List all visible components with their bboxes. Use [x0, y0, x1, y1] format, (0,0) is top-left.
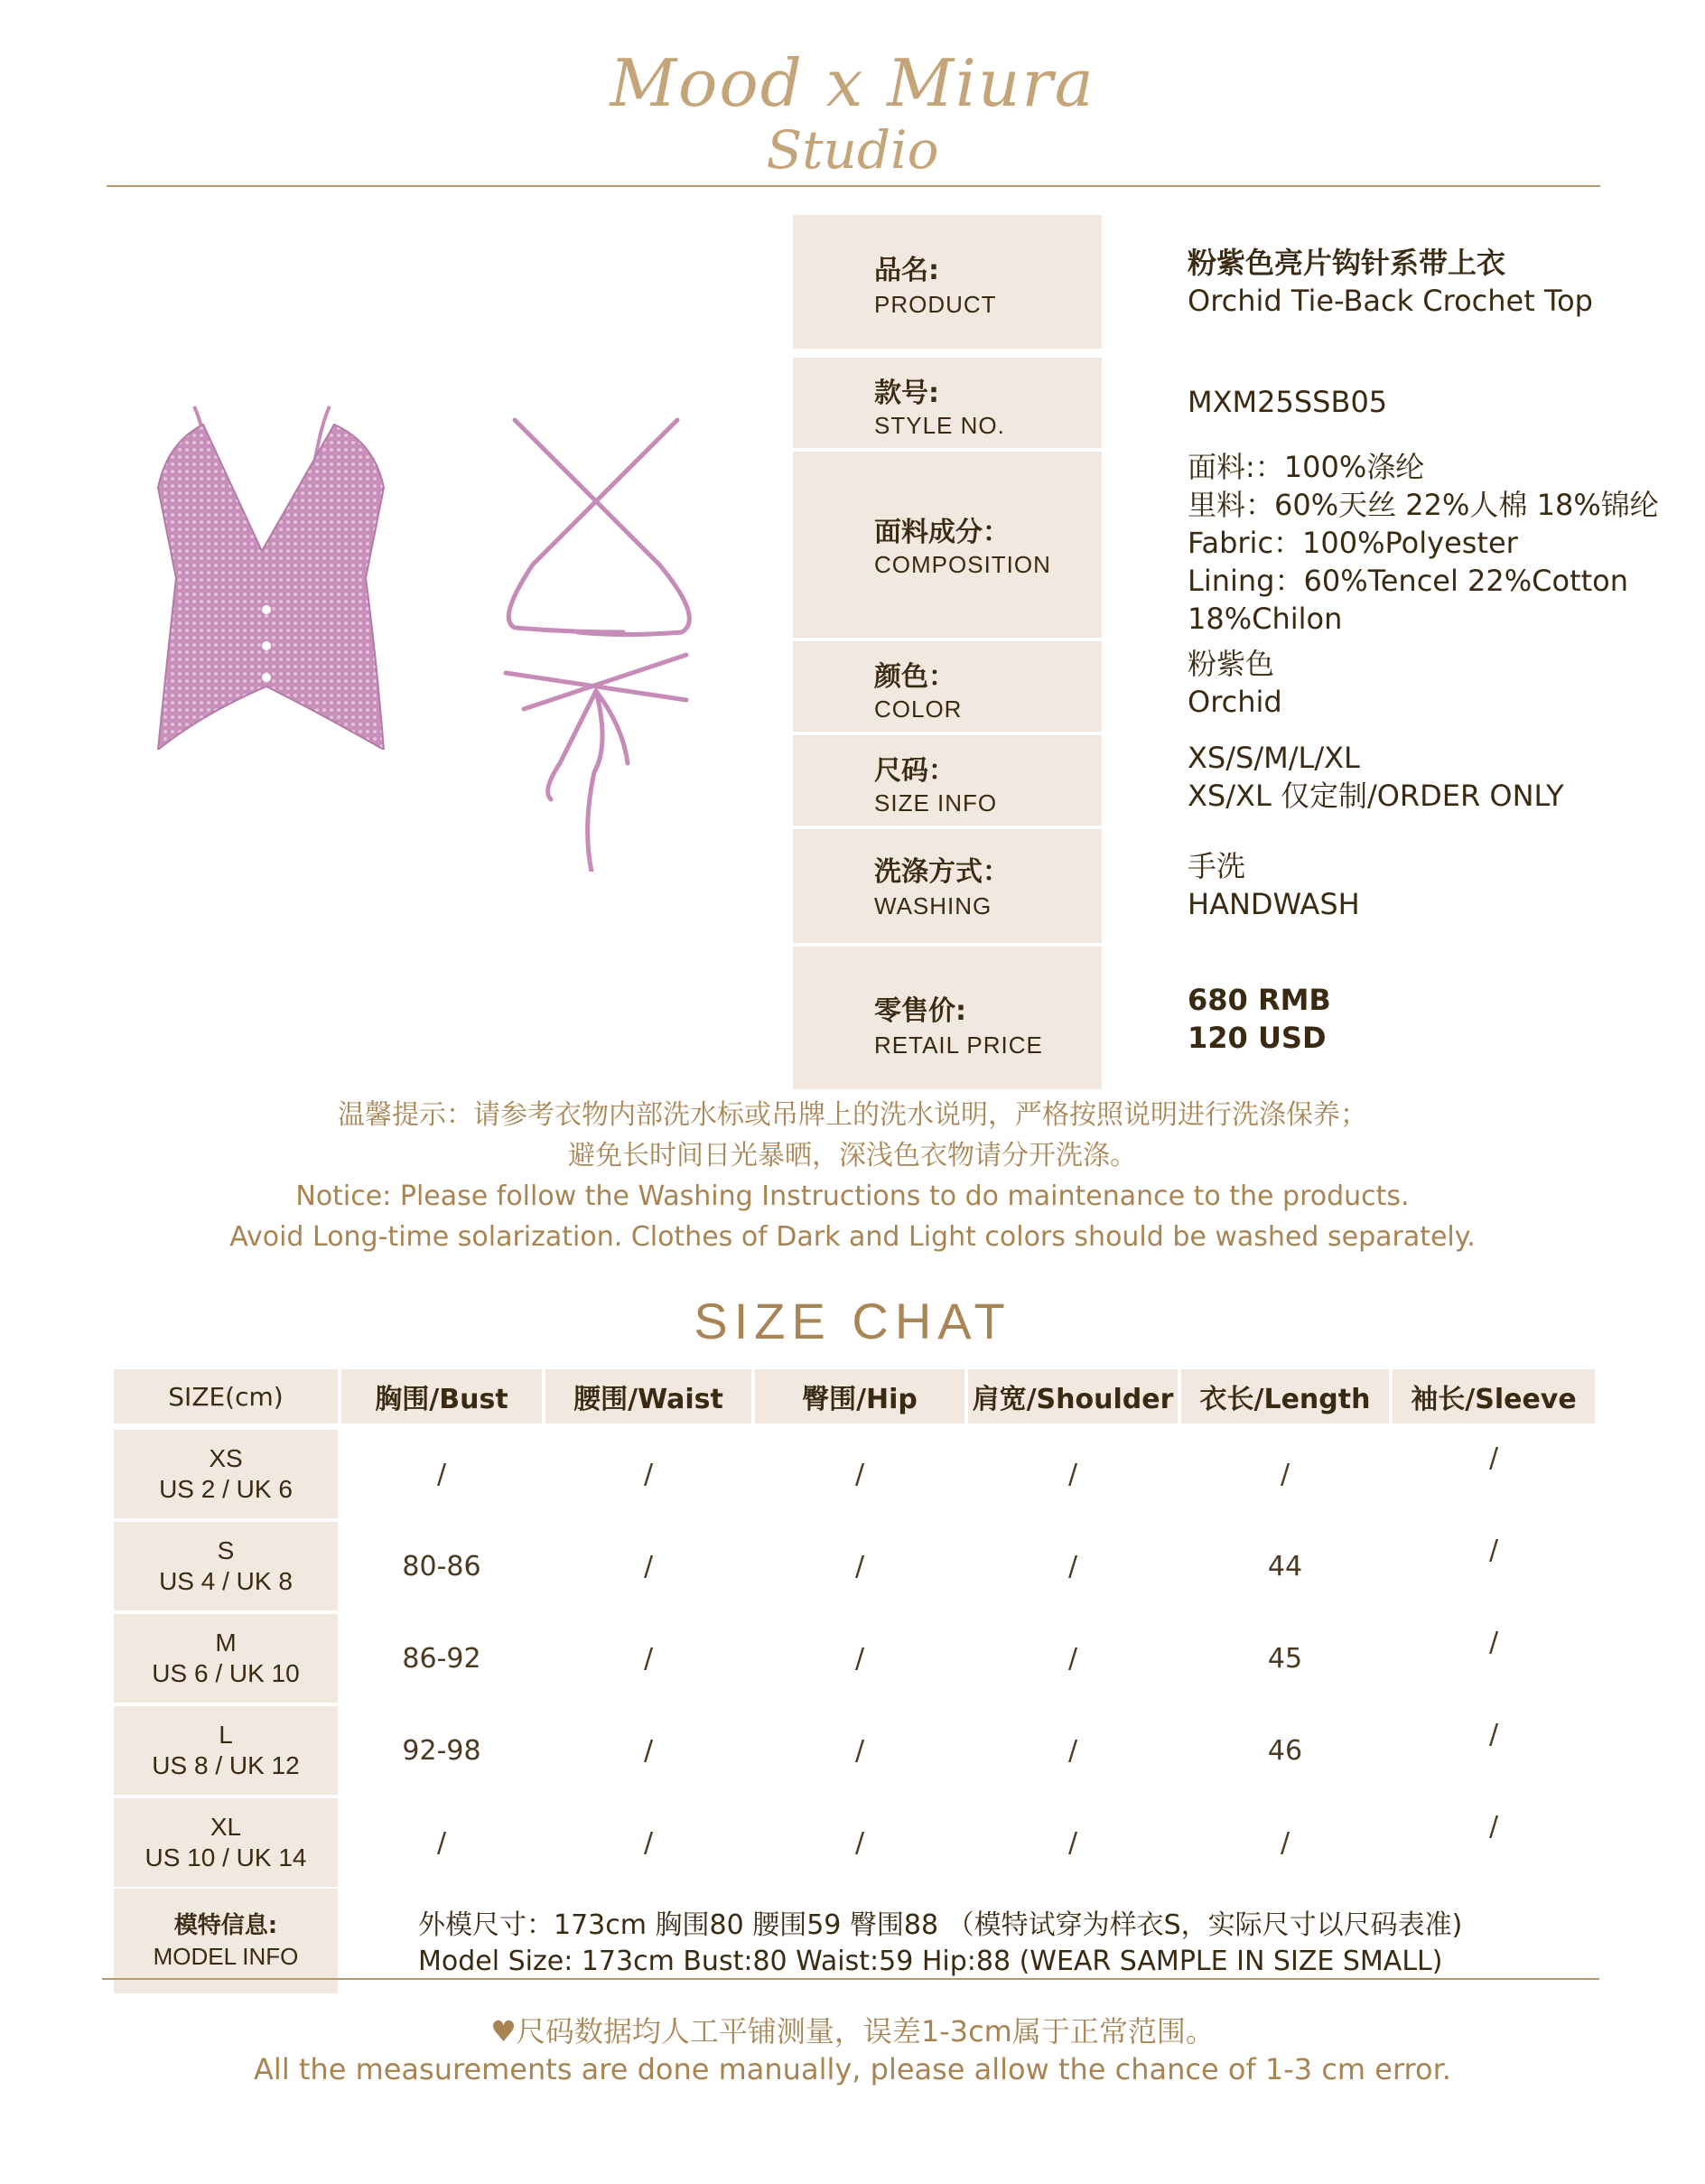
spec-row-color [793, 641, 1102, 732]
table-cell: / [643, 1734, 654, 1767]
table-header-waist: 腰围/Waist [545, 1369, 751, 1423]
spec-label-zh: 尺码： [874, 755, 955, 787]
footer-divider [102, 1978, 1599, 1980]
size-region-label: US 8 / UK 12 [152, 1751, 300, 1779]
size-label: XL [210, 1813, 242, 1841]
table-cell: / [1067, 1826, 1078, 1859]
spec-label-zh: 面料成分： [874, 517, 1010, 548]
disclaimer-en: All the measurements are done manually, please allow the chance of 1-3 cm error. [254, 2052, 1451, 2086]
size-label: M [215, 1629, 237, 1657]
product-name-zh: 粉紫色亮片钩针系带上衣 [1188, 246, 1506, 280]
spec-label-en: STYLE NO. [874, 412, 1005, 439]
table-cell: / [1488, 1811, 1499, 1843]
spec-label-column [793, 215, 1102, 1089]
table-cell: / [1067, 1734, 1078, 1767]
model-info-label-en: MODEL INFO [153, 1943, 299, 1970]
table-cell: / [1488, 1719, 1499, 1750]
spec-label-zh: 洗涤方式： [874, 856, 1010, 888]
product-front-image [140, 388, 402, 750]
disclaimer-zh: ♥尺码数据均人工平铺测量，误差1-3cm属于正常范围。 [490, 2014, 1215, 2049]
spec-row-composition [793, 452, 1102, 638]
spec-row-style [793, 358, 1102, 448]
composition-line: 面料:：100%涤纶 [1188, 450, 1425, 484]
table-cell: / [1280, 1458, 1290, 1490]
table-cell: / [1067, 1458, 1078, 1490]
size-chart-title: SIZE CHAT [694, 1293, 1011, 1349]
table-cell: / [854, 1550, 865, 1582]
size-range: XS/S/M/L/XL [1188, 741, 1360, 775]
table-cell: / [1488, 1442, 1499, 1474]
washing-zh: 手洗 [1188, 849, 1246, 883]
brand-name: Mood x Miura [610, 45, 1095, 121]
table-cell: / [1067, 1550, 1078, 1582]
composition-line: Fabric：100%Polyester [1188, 526, 1518, 560]
spec-label-zh: 零售价: [874, 995, 966, 1027]
table-row-size [114, 1522, 338, 1610]
model-info-zh: 外模尺寸：173cm 胸围80 腰围59 臀围88 （模特试穿为样衣S，实际尺寸以尺码表准) [418, 1909, 1463, 1941]
size-region-label: US 4 / UK 8 [159, 1567, 293, 1595]
table-cell: 86-92 [402, 1642, 481, 1675]
spec-label-en: COLOR [874, 695, 963, 723]
table-cell: 45 [1267, 1642, 1303, 1675]
composition-line: Lining：60%Tencel 22%Cotton [1188, 564, 1629, 598]
table-cell: 46 [1267, 1734, 1303, 1767]
table-cell: / [643, 1826, 654, 1859]
price-usd: 120 USD [1188, 1021, 1327, 1055]
table-cell: / [1280, 1826, 1290, 1859]
table-cell: / [436, 1826, 447, 1859]
table-cell: 80-86 [402, 1550, 481, 1582]
table-header-hip: 臀围/Hip [755, 1369, 964, 1423]
table-cell: / [1488, 1535, 1499, 1566]
spec-row-price [793, 947, 1102, 1089]
spec-row-size [793, 735, 1102, 826]
spec-label-zh: 颜色： [874, 661, 955, 693]
spec-label-en: COMPOSITION [874, 551, 1051, 578]
model-info-label-zh: 模特信息: [173, 1912, 278, 1939]
spec-value-column [1188, 215, 1693, 1089]
size-label: L [219, 1721, 233, 1749]
table-header-shoulder: 肩宽/Shoulder [968, 1369, 1178, 1423]
notice-line: 避免长时间日光暴晒，深浅色衣物请分开洗涤。 [568, 1140, 1137, 1171]
spec-label-zh: 款号: [874, 378, 939, 409]
style-number: MXM25SSB05 [1188, 385, 1388, 419]
table-cell: / [643, 1550, 654, 1582]
table-cell: 92-98 [402, 1734, 481, 1767]
table-cell: / [1488, 1627, 1499, 1658]
table-cell: / [643, 1458, 654, 1490]
table-cell: 44 [1267, 1550, 1303, 1582]
table-cell: / [854, 1458, 865, 1490]
model-info-text [418, 1908, 1682, 1980]
table-header-bust: 胸围/Bust [341, 1369, 542, 1423]
size-order-note: XS/XL 仅定制/ORDER ONLY [1188, 779, 1564, 813]
table-cell: / [854, 1734, 865, 1767]
model-info-en: Model Size: 173cm Bust:80 Waist:59 Hip:88 (WEAR SAMPLE IN SIZE SMALL) [418, 1946, 1443, 1977]
size-label: S [217, 1536, 235, 1564]
table-header-length: 衣长/Length [1181, 1369, 1389, 1423]
notice-line: Avoid Long-time solarization. Clothes of Dark and Light colors should be washed separately. [229, 1221, 1476, 1253]
notice-line: Notice: Please follow the Washing Instructions to do maintenance to the products. [295, 1181, 1410, 1212]
spec-row-washing [793, 829, 1102, 943]
header-divider [107, 185, 1600, 187]
product-back-image [488, 402, 713, 872]
spec-label-en: PRODUCT [874, 291, 997, 318]
brand-subname: Studio [766, 119, 939, 181]
color-zh: 粉紫色 [1188, 647, 1275, 681]
size-region-label: US 6 / UK 10 [152, 1659, 300, 1687]
brand-logo [0, 36, 1705, 181]
size-region-label: US 10 / UK 14 [144, 1843, 307, 1871]
size-region-label: US 2 / UK 6 [159, 1475, 293, 1503]
product-name-en: Orchid Tie-Back Crochet Top [1188, 284, 1593, 318]
table-row-size [114, 1798, 338, 1887]
price-rmb: 680 RMB [1188, 983, 1331, 1017]
table-row-size [114, 1706, 338, 1795]
size-label: XS [209, 1444, 243, 1472]
spec-label-zh: 品名: [874, 255, 939, 286]
spec-label-en: RETAIL PRICE [874, 1031, 1043, 1059]
measurement-disclaimer [0, 2012, 1705, 2088]
table-cell: / [854, 1826, 865, 1859]
table-header-sleeve: 袖长/Sleeve [1393, 1369, 1595, 1423]
color-en: Orchid [1188, 685, 1282, 719]
table-cell: / [643, 1642, 654, 1675]
notice-line: 温馨提示：请参考衣物内部洗水标或吊牌上的洗水说明，严格按照说明进行洗涤保养； [338, 1099, 1367, 1131]
washing-en: HANDWASH [1188, 887, 1360, 921]
table-row-size [114, 1430, 338, 1518]
spec-label-en: SIZE INFO [874, 789, 998, 817]
table-header-size: SIZE(cm) [114, 1369, 338, 1423]
composition-line: 里料：60%天丝 22%人棉 18%锦纶 [1188, 488, 1659, 522]
spec-row-product [793, 215, 1102, 349]
table-cell: / [854, 1642, 865, 1675]
spec-label-en: WASHING [874, 892, 992, 919]
table-cell: / [1067, 1642, 1078, 1675]
table-row-size [114, 1614, 338, 1703]
composition-line: 18%Chilon [1188, 602, 1343, 636]
washing-notice [0, 1095, 1705, 1257]
table-cell: / [436, 1458, 447, 1490]
